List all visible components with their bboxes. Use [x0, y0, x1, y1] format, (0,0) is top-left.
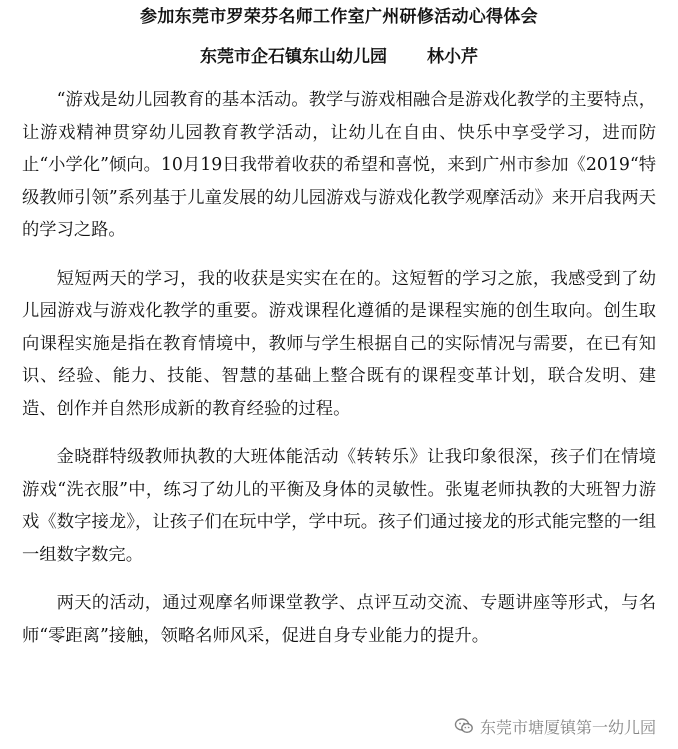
document-body — [22, 84, 656, 652]
author-line — [0, 46, 678, 68]
watermark-text: 东莞市塘厦镇第一幼儿园 — [479, 717, 656, 737]
paragraph: 短短两天的学习，我的收获是实实在在的。这短暂的学习之旅，我感受到了幼儿园游戏与游戏化教学的重要。游戏课程化遵循的是课程实施的创生取向。创生取向课程实施是指在教育情境中，教师与学生根据自己的实际情况与需要，在已有知识、经验、能力、技能、智慧的基础上整合既有的课程变革计划，联合发明、建造、创作并自然形成新的教育经验的过程。 — [22, 268, 656, 419]
paragraph: “游戏是幼儿园教育的基本活动。教学与游戏相融合是游戏化教学的主要特点，让游戏精神贯穿幼儿园教育教学活动，让幼儿在自由、快乐中享受学习，进而防止“小学化”倾向。10月19日我带着收获的希望和喜悦，来到广州市参加《2019“特级教师引领”系列基于儿童发展的幼儿园游戏与游戏化教学观摩活动》来开启我两天的学习之路。 — [22, 90, 656, 240]
document-title: 参加东莞市罗荣芬名师工作室广州研修活动心得体会 — [140, 7, 538, 27]
paragraph: 金晓群特级教师执教的大班体能活动《转转乐》让我印象很深，孩子们在情境游戏“洗衣服”中，练习了幼儿的平衡及身体的灵敏性。张嵬老师执教的大班智力游戏《数字接龙》，让孩子们在玩中学，学中玩。孩子们通过接龙的形式能完整的一组一组数字数完。 — [22, 447, 656, 565]
author-name: 林小芹 — [427, 47, 478, 67]
account-watermark — [450, 711, 664, 741]
paragraph: 两天的活动，通过观摩名师课堂教学、点评互动交流、专题讲座等形式，与名师“零距离”接触，领略名师风采，促进自身专业能力的提升。 — [22, 593, 656, 646]
wechat-icon — [454, 716, 474, 736]
school-name: 东莞市企石镇东山幼儿园 — [200, 47, 387, 67]
